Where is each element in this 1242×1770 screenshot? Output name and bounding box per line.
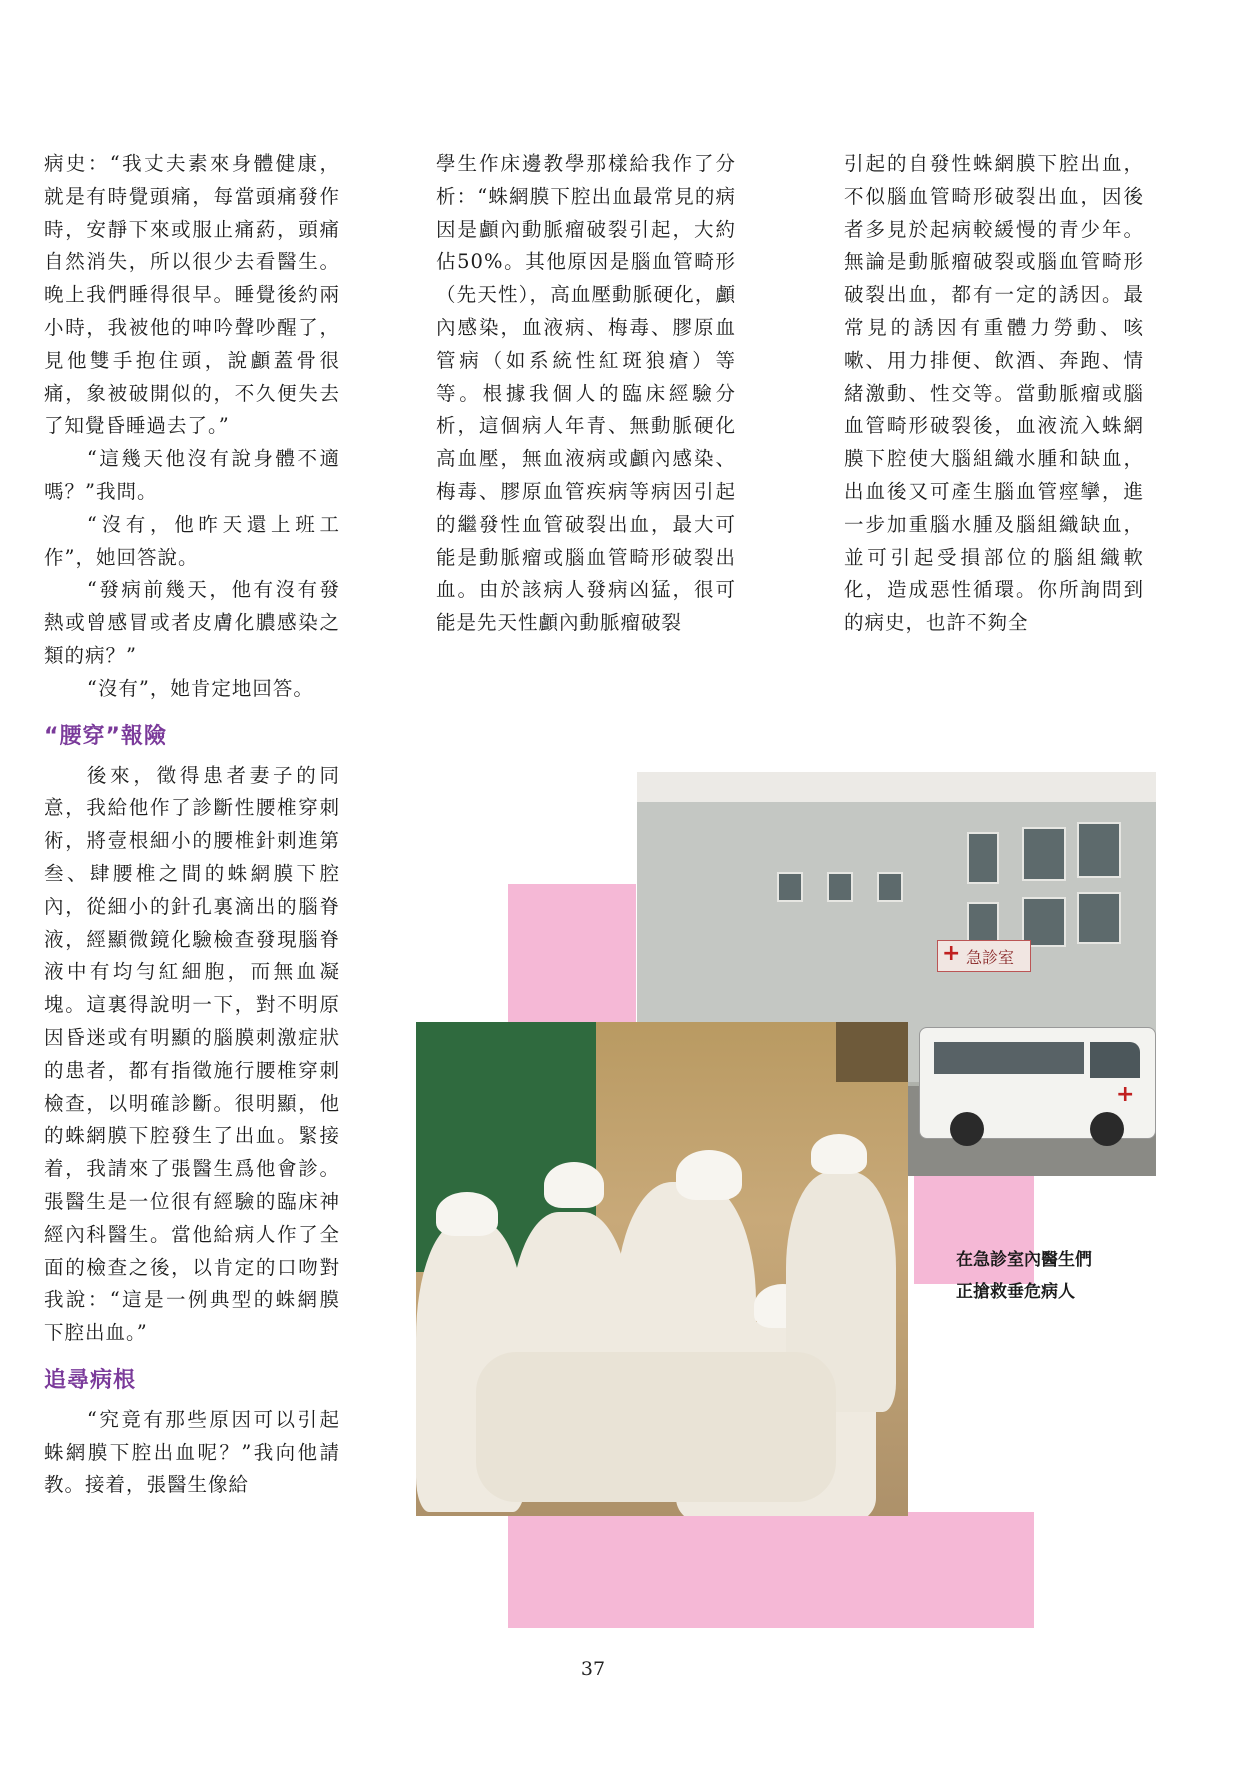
emergency-room-sign: + 急診室 xyxy=(937,940,1031,972)
text-column-1 xyxy=(44,148,340,1502)
caption-line: 正搶救垂危病人 xyxy=(956,1282,1075,1302)
paragraph: “沒有”，她肯定地回答。 xyxy=(86,676,314,700)
paragraph: 病史：“我丈夫素來身體健康，就是有時覺頭痛，每當頭痛發作時，安靜下來或服止痛葯，頭痛自然消失，所以很少去看醫生。晚上我們睡得很早。睡覺後約兩小時，我被他的呻吟聲吵醒了，見他雙手抱住頭，說顱蓋骨很痛，象被破開似的，不久便失去了知覺昏睡過去了。” xyxy=(44,152,340,438)
caption-line: 在急診室內醫生們 xyxy=(956,1250,1092,1270)
text-column-2 xyxy=(436,148,736,640)
text-column-3 xyxy=(844,148,1144,640)
paragraph: 學生作床邊教學那樣給我作了分析：“蛛網膜下腔出血最常見的病因是顱內動脈瘤破裂引起，大約佔50%。其他原因是腦血管畸形（先天性），高血壓動脈硬化，顱內感染，血液病、梅毒、膠原血管病（如系統性紅斑狼瘡）等等。根據我個人的臨床經驗分析，這個病人年青、無動脈硬化高血壓，無血液病或顱內感染、梅毒、膠原血管疾病等病因引起的繼發性血管破裂出血，最大可能是動脈瘤或腦血管畸形破裂出血。由於該病人發病凶猛，很可能是先天性顱內動脈瘤破裂 xyxy=(436,152,736,635)
pink-block-top xyxy=(508,884,636,1024)
doctors-emergency-photo xyxy=(416,1022,908,1516)
page-number: 37 xyxy=(580,1658,606,1680)
pink-block-bottom xyxy=(508,1512,1034,1628)
paragraph: 引起的自發性蛛網膜下腔出血，不似腦血管畸形破裂出血，因後者多見於起病較緩慢的青少年。無論是動脈瘤破裂或腦血管畸形破裂出血，都有一定的誘因。最常見的誘因有重體力勞動、咳嗽、用力排便、飲酒、奔跑、情緒激動、性交等。當動脈瘤或腦血管畸形破裂後，血液流入蛛網膜下腔使大腦組織水腫和缺血，出血後又可產生腦血管痙攣，進一步加重腦水腫及腦組織缺血，並可引起受損部位的腦組織軟化，造成惡性循環。你所詢問到的病史，也許不夠全 xyxy=(844,152,1144,635)
ambulance: + xyxy=(919,1027,1156,1139)
paragraph: “發病前幾天，他有沒有發熱或曾感冒或者皮膚化膿感染之類的病？” xyxy=(44,578,340,667)
photo-caption xyxy=(956,1244,1156,1308)
section-heading: “腰穿”報險 xyxy=(44,723,167,749)
section-heading: 追尋病根 xyxy=(44,1367,137,1393)
paragraph: “這幾天他沒有說身體不適嗎？”我問。 xyxy=(44,447,340,503)
paragraph: 後來，徵得患者妻子的同意，我給他作了診斷性腰椎穿刺術，將壹根細小的腰椎針刺進第叁、肆腰椎之間的蛛網膜下腔內，從細小的針孔裏滴出的腦脊液，經顯微鏡化驗檢查發現腦脊液中有均勻紅細胞，而無血凝塊。這裏得說明一下，對不明原因昏迷或有明顯的腦膜刺激症狀的患者，都有指徵施行腰椎穿刺檢查，以明確診斷。很明顯，他的蛛網膜下腔發生了出血。緊接着，我請來了張醫生爲他會診。張醫生是一位很有經驗的臨床神經內科醫生。當他給病人作了全面的檢查之後，以肯定的口吻對我說：“這是一例典型的蛛網膜下腔出血。” xyxy=(44,763,340,1345)
paragraph: “沒有，他昨天還上班工作”，她回答說。 xyxy=(44,512,340,569)
paragraph: “究竟有那些原因可以引起蛛網膜下腔出血呢？”我向他請教。接着，張醫生像給 xyxy=(44,1407,340,1497)
